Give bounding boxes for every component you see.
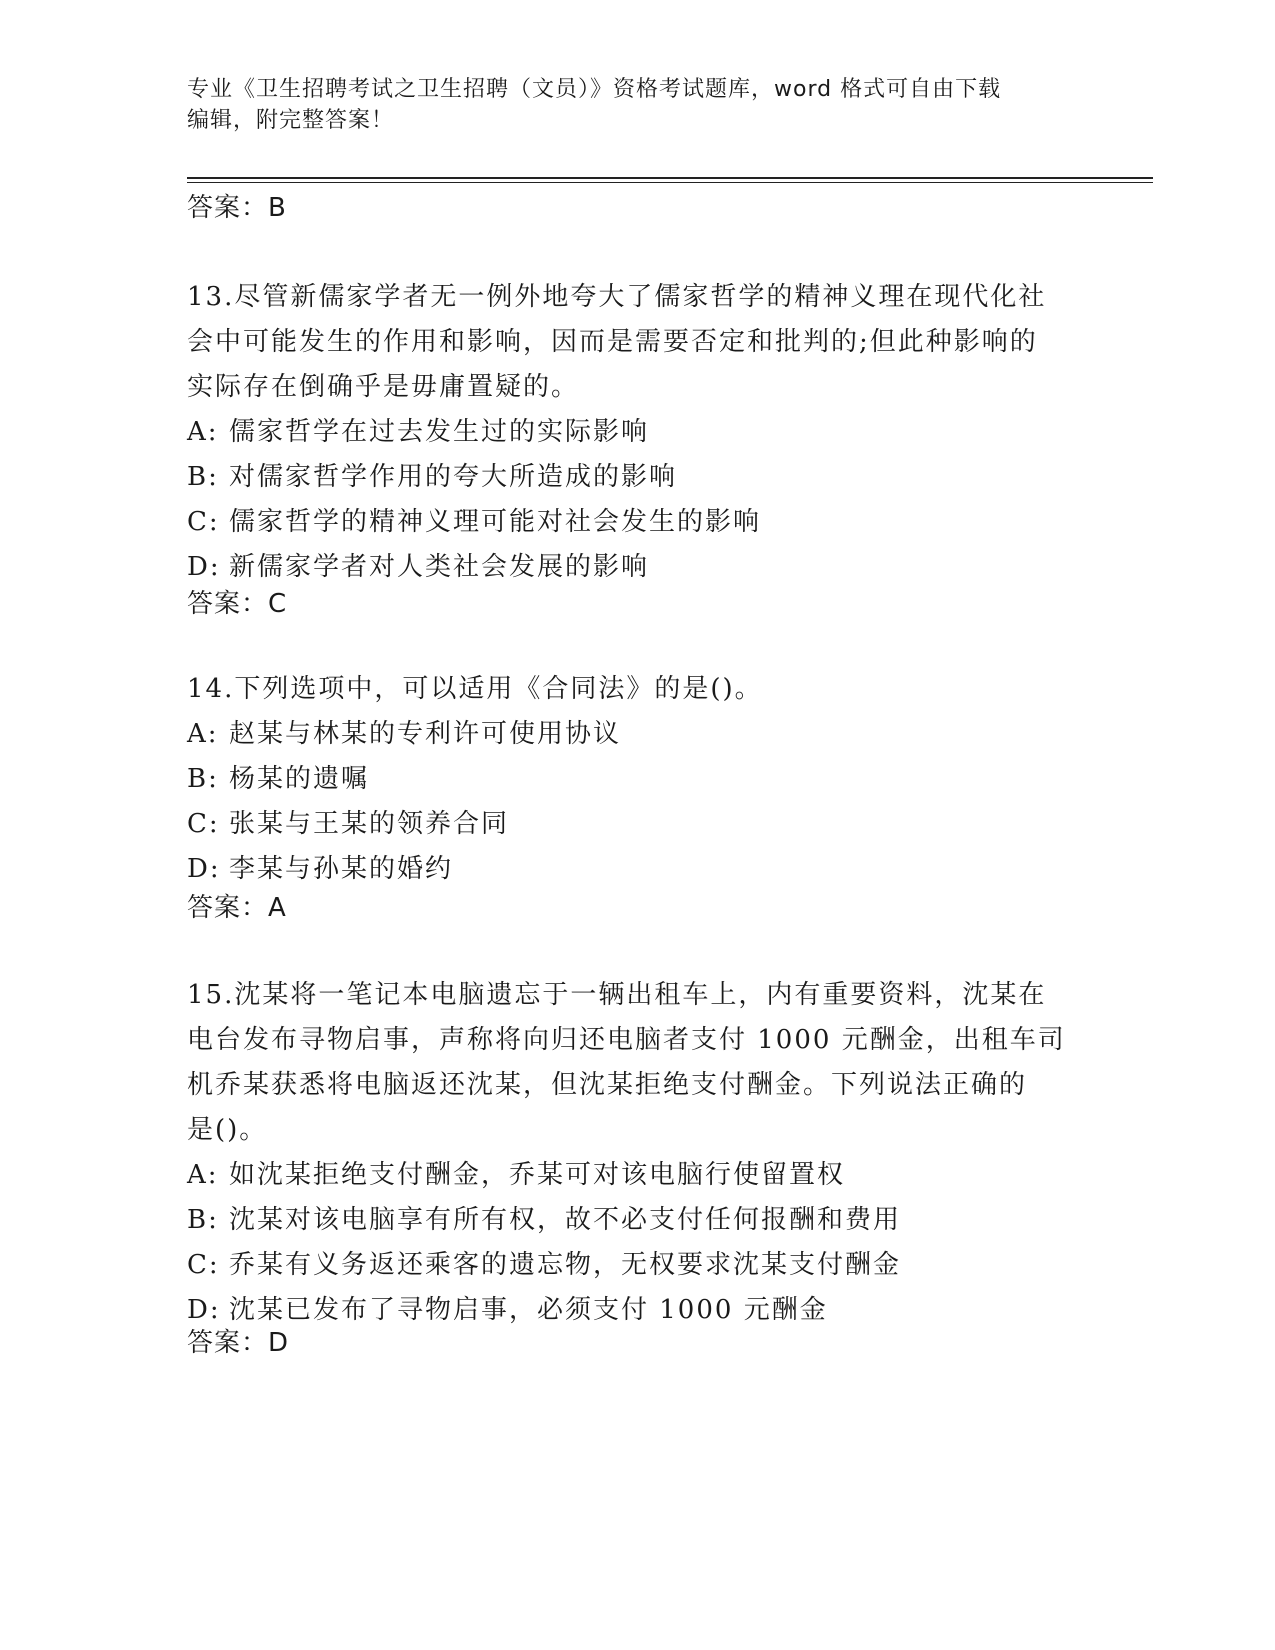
option-key: C: [187,507,220,537]
option-key: B: [187,764,219,794]
option-text: 如沈某拒绝支付酬金，乔某可对该电脑行使留置权 [229,1160,846,1190]
option-text: 儒家哲学在过去发生过的实际影响 [229,417,650,447]
stem-line: 13.尽管新儒家学者无一例外地夸大了儒家哲学的精神义理在现代化社 [187,282,1047,312]
option-key: B: [187,1205,219,1235]
question-14 [187,667,1087,892]
option-key: A: [187,417,219,447]
option-d [187,1288,1087,1333]
option-a [187,1153,1087,1198]
document-header [187,74,1087,136]
header-line-1: 专业《卫生招聘考试之卫生招聘（文员）》资格考试题库，word 格式可自由下载 [187,77,1002,102]
option-text: 新儒家学者对人类社会发展的影响 [229,552,650,582]
stem-line: 15.沈某将一笔记本电脑遗忘于一辆出租车上，内有重要资料，沈某在 [187,980,1047,1010]
option-text: 沈某对该电脑享有所有权，故不必支付任何报酬和费用 [229,1205,902,1235]
option-d [187,545,1087,590]
answer-15: 答案：D [187,1328,290,1358]
option-text: 张某与王某的领养合同 [229,809,510,839]
answer-13: 答案：C [187,589,288,619]
answer-14: 答案：A [187,893,287,923]
option-text: 沈某已发布了寻物启事，必须支付 1000 元酬金 [229,1295,828,1325]
option-b [187,455,1087,500]
question-stem [187,275,1087,410]
stem-line: 14.下列选项中，可以适用《合同法》的是()。 [187,674,763,704]
option-key: D: [187,1295,221,1325]
option-key: D: [187,552,221,582]
option-text: 李某与孙某的婚约 [229,854,454,884]
option-b [187,757,1087,802]
option-text: 乔某有义务返还乘客的遗忘物，无权要求沈某支付酬金 [229,1250,902,1280]
question-15 [187,973,1087,1333]
option-c [187,1243,1087,1288]
option-key: D: [187,854,221,884]
question-13 [187,275,1087,590]
option-text: 杨某的遗嘱 [229,764,370,794]
question-stem [187,973,1087,1153]
stem-line: 电台发布寻物启事，声称将向归还电脑者支付 1000 元酬金，出租车司 [187,1025,1066,1055]
header-rule-thin [187,182,1153,183]
option-a [187,712,1087,757]
stem-line: 实际存在倒确乎是毋庸置疑的。 [187,372,580,402]
option-text: 对儒家哲学作用的夸大所造成的影响 [229,462,678,492]
option-c [187,802,1087,847]
answer-previous: 答案：B [187,193,287,223]
option-c [187,500,1087,545]
option-key: C: [187,809,220,839]
option-d [187,847,1087,892]
question-stem [187,667,1087,712]
stem-line: 机乔某获悉将电脑返还沈某，但沈某拒绝支付酬金。下列说法正确的 [187,1070,1028,1100]
stem-line: 是()。 [187,1115,268,1145]
option-key: A: [187,1160,219,1190]
option-key: C: [187,1250,220,1280]
option-key: A: [187,719,219,749]
option-b [187,1198,1087,1243]
header-rule-thick [187,177,1153,179]
header-line-2: 编辑，附完整答案！ [187,108,395,133]
stem-line: 会中可能发生的作用和影响，因而是需要否定和批判的;但此种影响的 [187,327,1038,357]
option-key: B: [187,462,219,492]
option-text: 赵某与林某的专利许可使用协议 [229,719,622,749]
option-a [187,410,1087,455]
option-text: 儒家哲学的精神义理可能对社会发生的影响 [229,507,762,537]
